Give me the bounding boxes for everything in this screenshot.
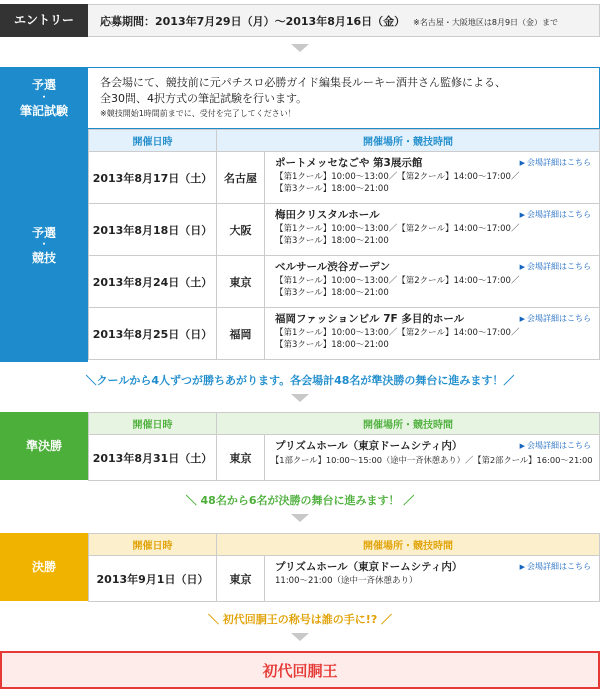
venue-name: ポートメッセなごや 第3展示館 bbox=[275, 157, 423, 169]
event-date: 2013年9月1日（日） bbox=[89, 556, 217, 602]
venue-detail-link[interactable] bbox=[520, 157, 591, 168]
table-row bbox=[89, 308, 600, 360]
venue-time: 【第1クール】10:00〜13:00／【第2クール】14:00〜17:00／ bbox=[275, 172, 520, 182]
table-header-row bbox=[89, 130, 600, 152]
written-note: ※競技開始1時間前までに、受付を完了してください！ bbox=[100, 109, 296, 118]
table-row bbox=[89, 204, 600, 256]
written-label-line2: 筆記試験 bbox=[19, 103, 68, 118]
header-venue: 開催場所・競技時間 bbox=[217, 413, 600, 435]
venue-cell bbox=[265, 256, 600, 308]
final-slogan: ＼ 初代回胴王の称号は誰の手に!? ／ bbox=[207, 613, 393, 626]
event-city: 福岡 bbox=[217, 308, 265, 360]
triangle-right-icon: ▶ bbox=[519, 442, 525, 450]
written-line2: 全30問、4択方式の筆記試験を行います。 bbox=[100, 92, 308, 105]
table-header-row bbox=[89, 413, 600, 435]
venue-name: プリズムホール（東京ドームシティ内） bbox=[275, 440, 463, 452]
venue-time: 【第3クール】18:00〜21:00 bbox=[275, 184, 389, 194]
venue-cell bbox=[265, 435, 600, 481]
prelim-label-dot: ・ bbox=[39, 240, 49, 250]
entry-label: エントリー bbox=[0, 4, 88, 37]
venue-cell bbox=[265, 152, 600, 204]
prelim-schedule-table bbox=[88, 129, 600, 360]
prelim-label-line2: 競技 bbox=[31, 251, 56, 265]
event-date: 2013年8月31日（土） bbox=[89, 435, 217, 481]
venue-time: 【1部クール】10:00〜15:00（途中一斉休憩あり）／【第2部クール】16:00〜21:00 bbox=[271, 455, 593, 465]
entry-note: ※名古屋・大阪地区は8月9日（金）まで bbox=[413, 18, 559, 27]
venue-time: 【第1クール】10:00〜13:00／【第2クール】14:00〜17:00／ bbox=[275, 328, 520, 338]
table-header-row bbox=[89, 534, 600, 556]
venue-cell bbox=[265, 556, 600, 602]
venue-time: 【第1クール】10:00〜13:00／【第2クール】14:00〜17:00／ bbox=[275, 224, 520, 234]
semifinal-schedule-table bbox=[88, 412, 600, 481]
venue-detail-label: 会場詳細はこちら bbox=[527, 441, 591, 450]
triangle-right-icon: ▶ bbox=[519, 211, 525, 219]
champion-banner: 初代回胴王 bbox=[0, 651, 600, 689]
header-date: 開催日時 bbox=[89, 413, 217, 435]
venue-detail-link[interactable] bbox=[520, 313, 591, 324]
venue-detail-link[interactable] bbox=[520, 261, 591, 272]
event-date: 2013年8月25日（日） bbox=[89, 308, 217, 360]
down-arrow-icon bbox=[291, 394, 309, 402]
written-label bbox=[0, 67, 88, 129]
down-arrow-icon bbox=[291, 514, 309, 522]
venue-detail-label: 会場詳細はこちら bbox=[527, 158, 591, 167]
entry-period-box bbox=[88, 4, 600, 37]
down-arrow-icon bbox=[291, 633, 309, 641]
venue-name: 福岡ファッションビル 7F 多目的ホール bbox=[275, 313, 465, 325]
final-schedule-table bbox=[88, 533, 600, 602]
venue-time: 【第3クール】18:00〜21:00 bbox=[275, 236, 389, 246]
written-label-dot: ・ bbox=[39, 92, 49, 103]
venue-detail-link[interactable] bbox=[520, 561, 591, 572]
semifinal-label: 準決勝 bbox=[0, 412, 88, 480]
semifinal-slogan: ＼ 48名から6名が決勝の舞台に進みます！ ／ bbox=[185, 494, 415, 507]
final-section bbox=[0, 533, 600, 601]
venue-cell bbox=[265, 308, 600, 360]
event-city: 東京 bbox=[217, 256, 265, 308]
table-row bbox=[89, 556, 600, 602]
entry-period: 応募期間：2013年7月29日（月）〜2013年8月16日（金） bbox=[100, 15, 406, 28]
venue-detail-label: 会場詳細はこちら bbox=[527, 562, 591, 571]
venue-detail-label: 会場詳細はこちら bbox=[527, 262, 591, 271]
triangle-right-icon: ▶ bbox=[519, 315, 525, 323]
final-label: 決勝 bbox=[0, 533, 88, 601]
event-date: 2013年8月24日（土） bbox=[89, 256, 217, 308]
written-description bbox=[88, 67, 600, 129]
prelim-competition-section bbox=[0, 129, 600, 362]
prelim-label bbox=[0, 129, 88, 362]
header-venue: 開催場所・競技時間 bbox=[217, 534, 600, 556]
table-row bbox=[89, 435, 600, 481]
venue-detail-link[interactable] bbox=[520, 209, 591, 220]
triangle-right-icon: ▶ bbox=[519, 263, 525, 271]
down-arrow-icon bbox=[291, 44, 309, 52]
venue-name: 梅田クリスタルホール bbox=[275, 209, 380, 221]
venue-detail-label: 会場詳細はこちら bbox=[527, 210, 591, 219]
triangle-right-icon: ▶ bbox=[519, 159, 525, 167]
triangle-right-icon: ▶ bbox=[519, 563, 525, 571]
venue-name: プリズムホール（東京ドームシティ内） bbox=[275, 561, 463, 573]
venue-detail-label: 会場詳細はこちら bbox=[527, 314, 591, 323]
venue-time: 【第3クール】18:00〜21:00 bbox=[275, 340, 389, 350]
event-date: 2013年8月18日（日） bbox=[89, 204, 217, 256]
venue-name: ベルサール渋谷ガーデン bbox=[275, 261, 391, 273]
event-date: 2013年8月17日（土） bbox=[89, 152, 217, 204]
event-city: 東京 bbox=[217, 435, 265, 481]
venue-time: 11:00〜21:00（途中一斉休憩あり） bbox=[275, 576, 418, 586]
prelim-slogan: ＼クールから4人ずつが勝ちあがります。各会場計48名が準決勝の舞台に進みます！／ bbox=[85, 374, 515, 387]
written-line1: 各会場にて、競技前に元パチスロ必勝ガイド編集長ルーキー酒井さん監修による、 bbox=[100, 76, 507, 89]
semifinal-section bbox=[0, 412, 600, 480]
venue-time: 【第3クール】18:00〜21:00 bbox=[275, 288, 389, 298]
venue-detail-link[interactable] bbox=[520, 440, 591, 451]
prelim-label-line1: 予選 bbox=[31, 225, 56, 240]
table-row bbox=[89, 256, 600, 308]
header-date: 開催日時 bbox=[89, 130, 217, 152]
event-city: 名古屋 bbox=[217, 152, 265, 204]
header-date: 開催日時 bbox=[89, 534, 217, 556]
venue-time: 【第1クール】10:00〜13:00／【第2クール】14:00〜17:00／ bbox=[275, 276, 520, 286]
table-row bbox=[89, 152, 600, 204]
entry-section bbox=[0, 4, 600, 37]
event-city: 東京 bbox=[217, 556, 265, 602]
venue-cell bbox=[265, 204, 600, 256]
written-label-line1: 予選 bbox=[31, 78, 56, 93]
prelim-written-section bbox=[0, 67, 600, 129]
header-venue: 開催場所・競技時間 bbox=[217, 130, 600, 152]
event-city: 大阪 bbox=[217, 204, 265, 256]
